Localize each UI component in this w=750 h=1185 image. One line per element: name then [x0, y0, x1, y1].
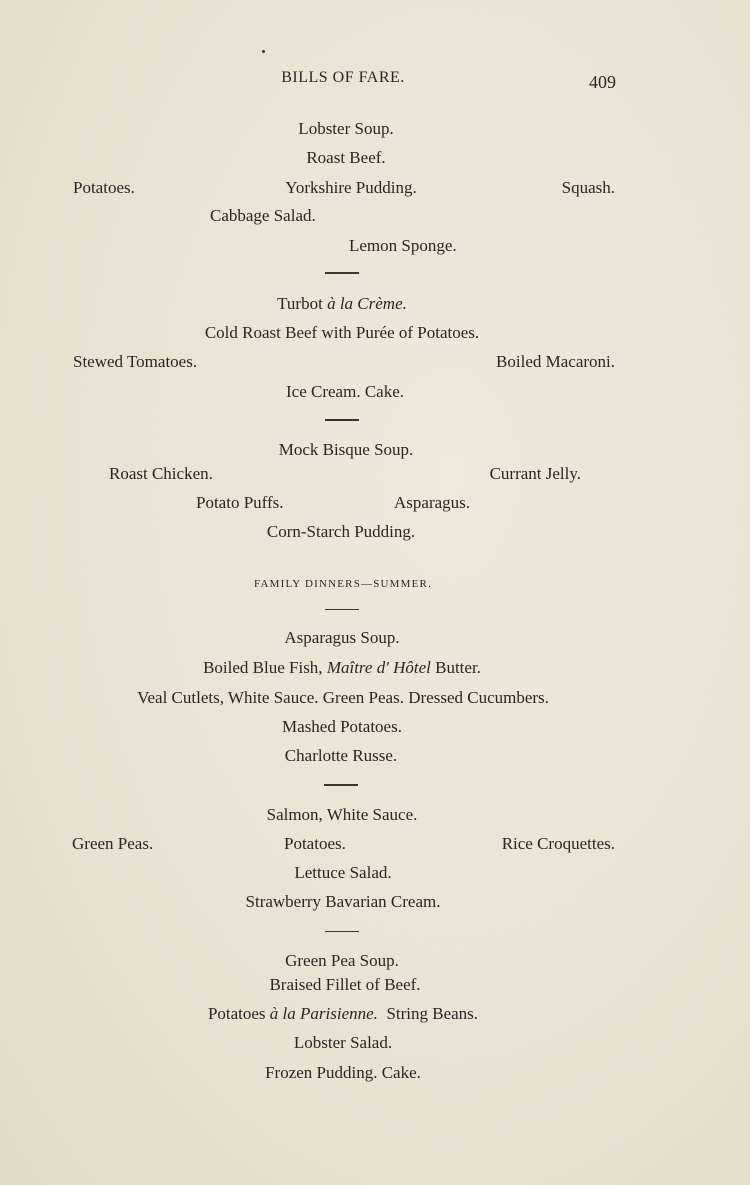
- menu-item: Boiled Blue Fish, Maître d' Hôtel Butter.: [203, 658, 481, 677]
- section-heading: FAMILY DINNERS—SUMMER.: [253, 578, 433, 590]
- menu-item: Salmon, White Sauce.: [266, 805, 418, 824]
- menu-item: Asparagus.: [394, 493, 471, 512]
- menu-item: Green Peas.: [72, 834, 154, 853]
- menu-item: Rice Croquettes.: [501, 834, 615, 853]
- menu-item: Yorkshire Pudding.: [285, 178, 417, 197]
- section-divider: [325, 609, 359, 610]
- menu-item: Currant Jelly.: [489, 464, 581, 483]
- menu-item: Boiled Macaroni.: [496, 352, 615, 371]
- menu-divider: [324, 784, 358, 786]
- menu-item: Lobster Soup.: [298, 119, 394, 138]
- menu-item: Braised Fillet of Beef.: [269, 975, 421, 994]
- menu-item: Lettuce Salad.: [294, 863, 392, 882]
- menu-item: Roast Chicken.: [109, 464, 213, 483]
- menu-item: Strawberry Bavarian Cream.: [245, 892, 441, 911]
- menu-item: Asparagus Soup.: [284, 628, 400, 647]
- menu-item: Veal Cutlets, White Sauce. Green Peas. Dressed Cucumbers.: [137, 688, 549, 707]
- menu-item: Lobster Salad.: [293, 1033, 393, 1052]
- menu-item: Charlotte Russe.: [284, 746, 398, 765]
- menu-item: Stewed Tomatoes.: [73, 352, 198, 371]
- menu-divider: [325, 272, 359, 274]
- menu-item: Frozen Pudding. Cake.: [265, 1063, 421, 1082]
- menu-divider: [325, 931, 359, 932]
- menu-item: Green Pea Soup.: [285, 951, 399, 970]
- menu-item: Roast Beef.: [306, 148, 386, 167]
- menu-item: Mock Bisque Soup.: [278, 440, 414, 459]
- menu-item: Potatoes à la Parisienne. String Beans.: [207, 1004, 479, 1023]
- menu-item: Turbot à la Crème.: [277, 294, 407, 313]
- menu-item: Ice Cream. Cake.: [286, 382, 404, 401]
- running-title: BILLS OF FARE.: [281, 69, 405, 86]
- menu-item: Mashed Potatoes.: [282, 717, 402, 736]
- menu-item: Potatoes.: [284, 834, 346, 853]
- menu-item: Potato Puffs.: [196, 493, 284, 512]
- menu-item: Corn-Starch Pudding.: [266, 522, 416, 541]
- ink-speck: [262, 50, 265, 53]
- menu-item: Squash.: [561, 178, 615, 197]
- menu-divider: [325, 419, 359, 421]
- menu-item: Cabbage Salad.: [210, 206, 316, 225]
- menu-item: Lemon Sponge.: [349, 236, 457, 255]
- menu-item: Cold Roast Beef with Purée of Potatoes.: [204, 323, 480, 342]
- menu-item: Potatoes.: [73, 178, 135, 197]
- page-number: 409: [589, 72, 616, 92]
